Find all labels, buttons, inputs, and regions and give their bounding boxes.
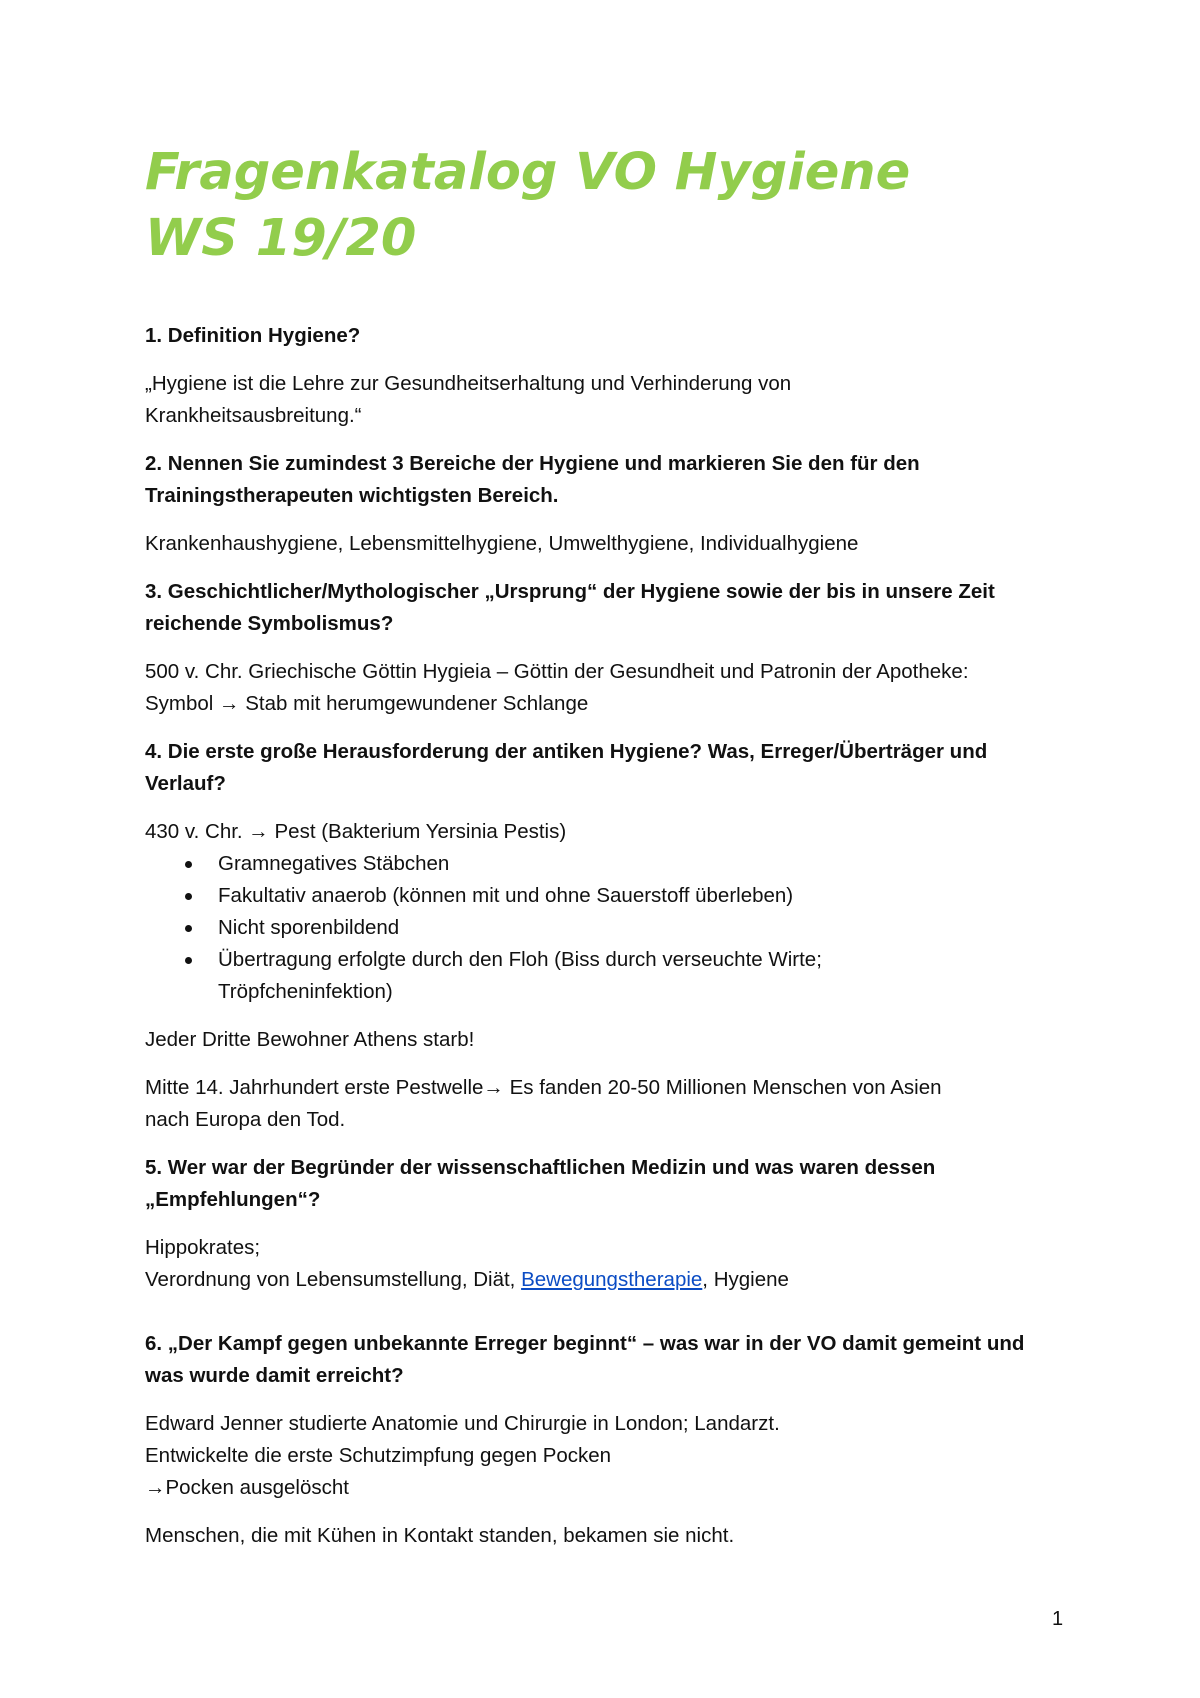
answer-4-intro: 430 v. Chr. → Pest (Bakterium Yersinia Pestis) [145,820,567,843]
document-content [145,140,1075,1552]
question-4-line-1: 4. Die erste große Herausforderung der antiken Hygiene? Was, Erreger/Überträger und [145,740,988,763]
answer-6-line-3: →Pocken ausgelöscht [145,1476,349,1499]
answer-4-paragraph-3-line-2: nach Europa den Tod. [145,1108,346,1131]
title-line-1: Fragenkatalog VO Hygiene [145,143,911,202]
question-6 [145,1328,1075,1392]
question-6-line-2: was wurde damit erreicht? [145,1364,404,1387]
answer-2: Krankenhaushygiene, Lebensmittelhygiene, Umwelthygiene, Individualhygiene [145,532,859,555]
answer-3 [145,656,1075,720]
answer-5 [145,1232,1075,1296]
page-number: 1 [1052,1608,1064,1630]
question-2 [145,448,1075,512]
answer-1 [145,368,1075,432]
question-5 [145,1152,1075,1216]
question-5-line-2: „Empfehlungen“? [145,1188,321,1211]
answer-5-line-2-post: , Hygiene [702,1268,789,1291]
answer-1-line-1: „Hygiene ist die Lehre zur Gesundheitserhaltung und Verhinderung von [145,372,792,395]
answer-6 [145,1408,1075,1504]
answer-4-paragraph-2: Jeder Dritte Bewohner Athens starb! [145,1028,475,1051]
answer-6-line-1: Edward Jenner studierte Anatomie und Chirurgie in London; Landarzt. [145,1412,780,1435]
bullet-item: Übertragung erfolgte durch den Floh (Biss durch verseuchte Wirte; [145,944,1075,976]
document-title [145,140,1075,272]
answer-4-paragraph-3 [145,1072,1075,1136]
question-3-line-2: reichende Symbolismus? [145,612,394,635]
question-3-line-1: 3. Geschichtlicher/Mythologischer „Ursprung“ der Hygiene sowie der bis in unsere Zeit [145,580,995,603]
question-4-line-2: Verlauf? [145,772,226,795]
question-5-line-1: 5. Wer war der Begründer der wissenschaftlichen Medizin und was waren dessen [145,1156,936,1179]
bullet-item: Fakultativ anaerob (können mit und ohne Sauerstoff überleben) [145,880,1075,912]
question-2-line-2: Trainingstherapeuten wichtigsten Bereich. [145,484,559,507]
bullet-item: Gramnegatives Stäbchen [145,848,1075,880]
answer-3-line-1: 500 v. Chr. Griechische Göttin Hygieia – Göttin der Gesundheit und Patronin der Apotheke: [145,660,969,683]
answer-3-line-2: Symbol → Stab mit herumgewundener Schlange [145,692,589,715]
question-1: 1. Definition Hygiene? [145,324,361,347]
question-2-line-1: 2. Nennen Sie zumindest 3 Bereiche der Hygiene und markieren Sie den für den [145,452,920,475]
title-line-2: WS 19/20 [145,209,417,268]
question-3 [145,576,1075,640]
answer-4-bullet-list [145,848,1075,976]
bullet-item: Nicht sporenbildend [145,912,1075,944]
answer-1-line-2: Krankheitsausbreitung.“ [145,404,362,427]
question-6-line-1: 6. „Der Kampf gegen unbekannte Erreger beginnt“ – was war in der VO damit gemeint und [145,1332,1025,1355]
answer-5-line-1: Hippokrates; [145,1236,261,1259]
bewegungstherapie-link[interactable]: Bewegungstherapie [521,1268,703,1291]
bullet-item-continuation: Tröpfcheninfektion) [218,980,393,1003]
answer-6-paragraph-2: Menschen, die mit Kühen in Kontakt standen, bekamen sie nicht. [145,1524,735,1547]
question-4 [145,736,1075,800]
answer-4-paragraph-3-line-1: Mitte 14. Jahrhundert erste Pestwelle→ Es fanden 20-50 Millionen Menschen von Asien [145,1076,942,1099]
answer-5-line-2-pre: Verordnung von Lebensumstellung, Diät, [145,1268,522,1291]
answer-6-line-2: Entwickelte die erste Schutzimpfung gegen Pocken [145,1444,612,1467]
